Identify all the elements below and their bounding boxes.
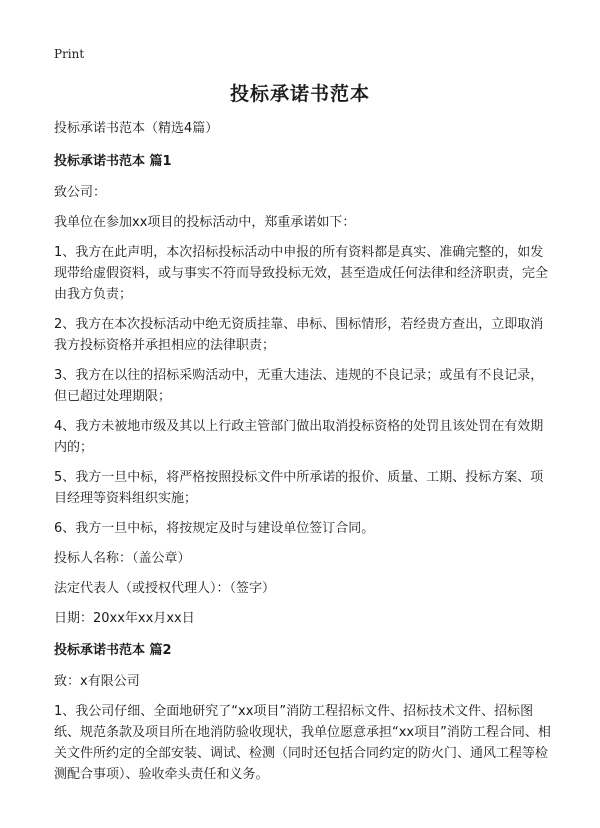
date-line: 日期：20xx年xx月xx日 <box>54 611 195 626</box>
commitment-item-6: 6、我方一旦中标，将按规定及时与建设单位签订合同。 <box>54 521 375 536</box>
document-subtitle: 投标承诺书范本（精选4篇） <box>54 121 219 136</box>
intro-paragraph: 我单位在参加xx项目的投标活动中，郑重承诺如下： <box>54 215 356 230</box>
commitment-item-5: 5、我方一旦中标，将严格按照投标文件中所承诺的报价、质量、工期、投标方案、项目经理等资料组织实施； <box>54 470 544 506</box>
commitment-item-1: 1、我方在此声明，本次招标投标活动中申报的所有资料都是真实、准确完整的，如发现带给虚假资料，或与事实不符而导致投标无效，甚至造成任何法律和经济职责，完全由我方负责； <box>54 245 549 302</box>
print-label[interactable]: Print <box>54 47 85 61</box>
commitment-item-2: 2、我方在本次投标活动中绝无资质挂靠、串标、围标情形，若经贵方查出，立即取消我方投标资格并承担相应的法律职责； <box>54 317 544 353</box>
commitment-item-4: 4、我方未被地市级及其以上行政主管部门做出取消投标资格的处罚且该处罚在有效期内的； <box>54 419 544 455</box>
legal-rep-line: 法定代表人（或授权代理人）：（签字） <box>54 581 276 596</box>
section-heading-2: 投标承诺书范本 篇2 <box>54 643 172 658</box>
section-heading-1: 投标承诺书范本 篇1 <box>54 154 172 169</box>
document-body <box>54 118 554 794</box>
commitment-item-3: 3、我方在以往的招标采购活动中，无重大违法、违规的不良记录；或虽有不良记录，但已超过处理期限； <box>54 368 544 404</box>
document-title: 投标承诺书范本 <box>229 83 370 105</box>
bidder-name-line: 投标人名称：（盖公章） <box>54 551 191 566</box>
section2-paragraph: 1、我公司仔细、全面地研究了“xx项目”消防工程招标文件、招标技术文件、招标图纸、规范条款及项目所在地消防验收现状，我单位愿意承担“xx项目”消防工程合同、相关文件所约定的全部安装、调试、检测（同时还包括合同约定的防火门、通风工程等检测配合事项）、验收牵头责任和义务。 <box>54 704 551 782</box>
salutation-2: 致：x有限公司 <box>54 674 140 689</box>
salutation-1: 致公司： <box>54 185 107 200</box>
